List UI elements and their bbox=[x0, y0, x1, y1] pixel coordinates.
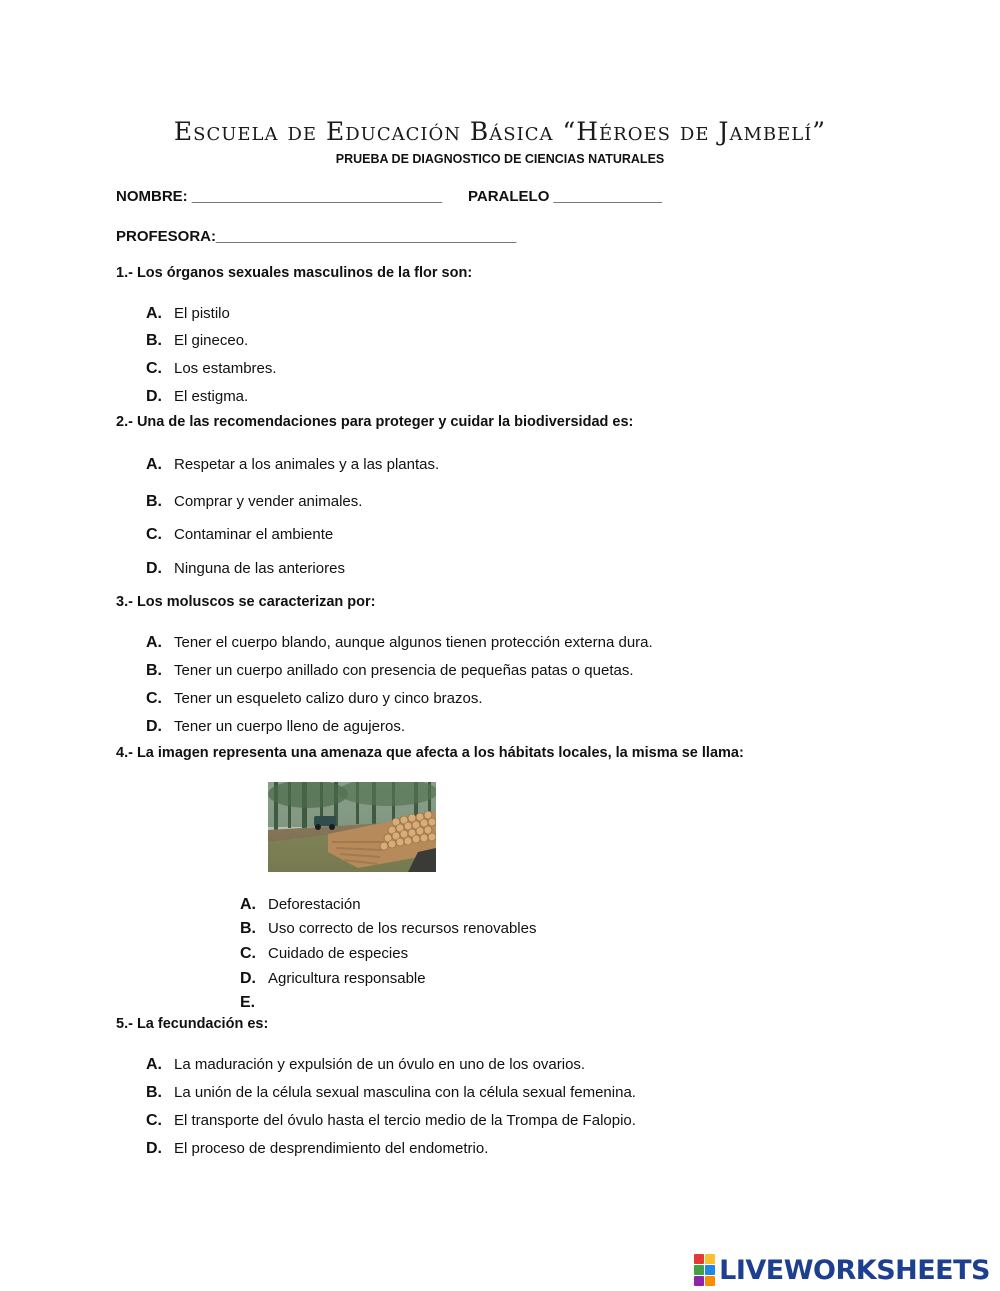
option-letter: D. bbox=[146, 388, 162, 405]
test-subtitle: PRUEBA DE DIAGNOSTICO DE CIENCIAS NATURALES bbox=[335, 152, 665, 166]
option-text: Tener un cuerpo lleno de agujeros. bbox=[174, 718, 405, 735]
q5-option-c[interactable] bbox=[146, 1112, 636, 1130]
q5-option-d[interactable] bbox=[146, 1140, 488, 1158]
option-letter: A. bbox=[146, 305, 162, 322]
option-text: Deforestación bbox=[268, 896, 361, 913]
option-text: Cuidado de especies bbox=[268, 945, 409, 962]
option-text: El gineceo. bbox=[174, 332, 249, 349]
option-letter: C. bbox=[146, 1112, 162, 1129]
deforestation-photo-art bbox=[268, 782, 436, 872]
q5-option-a[interactable] bbox=[146, 1056, 585, 1074]
option-text: Tener el cuerpo blando, aunque algunos tienen protección externa dura. bbox=[174, 634, 653, 651]
q2-option-d[interactable] bbox=[146, 560, 345, 578]
option-letter: C. bbox=[146, 690, 162, 707]
option-letter: D. bbox=[146, 718, 162, 735]
option-letter: C. bbox=[146, 360, 162, 377]
logo-tile bbox=[694, 1265, 704, 1275]
q2-option-b[interactable] bbox=[146, 493, 362, 511]
option-letter: B. bbox=[146, 332, 162, 349]
option-text: La maduración y expulsión de un óvulo en uno de los ovarios. bbox=[174, 1056, 586, 1073]
option-text: Tener un esqueleto calizo duro y cinco brazos. bbox=[174, 690, 483, 707]
option-letter: E. bbox=[240, 994, 256, 1011]
q1-option-d[interactable] bbox=[146, 388, 248, 406]
nombre-field[interactable]: NOMBRE: ______________________________ bbox=[116, 188, 443, 205]
logo-tile bbox=[694, 1276, 704, 1286]
option-letter: C. bbox=[240, 945, 256, 962]
q3-option-d[interactable] bbox=[146, 718, 405, 736]
logo-tile bbox=[705, 1276, 715, 1286]
liveworksheets-logo-icon bbox=[694, 1254, 715, 1286]
option-letter: A. bbox=[146, 456, 162, 473]
q4-option-b[interactable] bbox=[240, 920, 536, 938]
option-letter: A. bbox=[146, 1056, 162, 1073]
q3-option-a[interactable] bbox=[146, 634, 653, 652]
q4-option-d[interactable] bbox=[240, 970, 426, 988]
question-2: 2.- Una de las recomendaciones para proteger y cuidar la biodiversidad es: bbox=[116, 414, 634, 430]
option-letter: B. bbox=[240, 920, 256, 937]
profesora-field[interactable]: PROFESORA:____________________________________ bbox=[116, 228, 517, 245]
option-text: El pistilo bbox=[174, 305, 230, 322]
option-letter: B. bbox=[146, 1084, 162, 1101]
question-4: 4.- La imagen representa una amenaza que afecta a los hábitats locales, la misma se llama: bbox=[116, 745, 744, 761]
question-3: 3.- Los moluscos se caracterizan por: bbox=[116, 594, 376, 610]
option-letter: D. bbox=[146, 560, 162, 577]
logo-tile bbox=[705, 1265, 715, 1275]
q4-option-e[interactable] bbox=[240, 994, 268, 1012]
option-letter: B. bbox=[146, 662, 162, 679]
logo-text: LIVEWORKSHEETS bbox=[719, 1254, 990, 1286]
paralelo-field[interactable]: PARALELO _____________ bbox=[468, 188, 663, 205]
q5-option-b[interactable] bbox=[146, 1084, 636, 1102]
option-text: Respetar a los animales y a las plantas. bbox=[174, 456, 440, 473]
logo-tile bbox=[694, 1254, 704, 1264]
option-letter: B. bbox=[146, 493, 162, 510]
option-letter: A. bbox=[240, 896, 256, 913]
q3-option-c[interactable] bbox=[146, 690, 483, 708]
deforestation-photo bbox=[268, 782, 436, 872]
option-letter: D. bbox=[146, 1140, 162, 1157]
q1-option-c[interactable] bbox=[146, 360, 277, 378]
q2-option-c[interactable] bbox=[146, 526, 333, 544]
option-text: La unión de la célula sexual masculina con la célula sexual femenina. bbox=[174, 1084, 636, 1101]
option-letter: D. bbox=[240, 970, 256, 987]
option-letter: A. bbox=[146, 634, 162, 651]
option-letter: C. bbox=[146, 526, 162, 543]
school-name: Escuela de Educación Básica “Héroes de Jambelí” bbox=[173, 117, 827, 146]
option-text: Uso correcto de los recursos renovables bbox=[268, 920, 537, 937]
q4-option-a[interactable] bbox=[240, 896, 361, 914]
option-text: Tener un cuerpo anillado con presencia de pequeñas patas o quetas. bbox=[174, 662, 634, 679]
question-1: 1.- Los órganos sexuales masculinos de la flor son: bbox=[116, 265, 473, 281]
question-5: 5.- La fecundación es: bbox=[116, 1016, 269, 1032]
q1-option-a[interactable] bbox=[146, 305, 230, 323]
liveworksheets-logo[interactable] bbox=[694, 1254, 990, 1286]
option-text: Agricultura responsable bbox=[268, 970, 426, 987]
q4-option-c[interactable] bbox=[240, 945, 408, 963]
q3-option-b[interactable] bbox=[146, 662, 634, 680]
option-text: Los estambres. bbox=[174, 360, 277, 377]
option-text: El proceso de desprendimiento del endometrio. bbox=[174, 1140, 489, 1157]
option-text: Ninguna de las anteriores bbox=[174, 560, 345, 577]
option-text: El estigma. bbox=[174, 388, 249, 405]
logo-tile bbox=[705, 1254, 715, 1264]
q1-option-b[interactable] bbox=[146, 332, 248, 350]
option-text: Contaminar el ambiente bbox=[174, 526, 334, 543]
q2-option-a[interactable] bbox=[146, 456, 439, 474]
option-text: Comprar y vender animales. bbox=[174, 493, 363, 510]
option-text: El transporte del óvulo hasta el tercio medio de la Trompa de Falopio. bbox=[174, 1112, 636, 1129]
